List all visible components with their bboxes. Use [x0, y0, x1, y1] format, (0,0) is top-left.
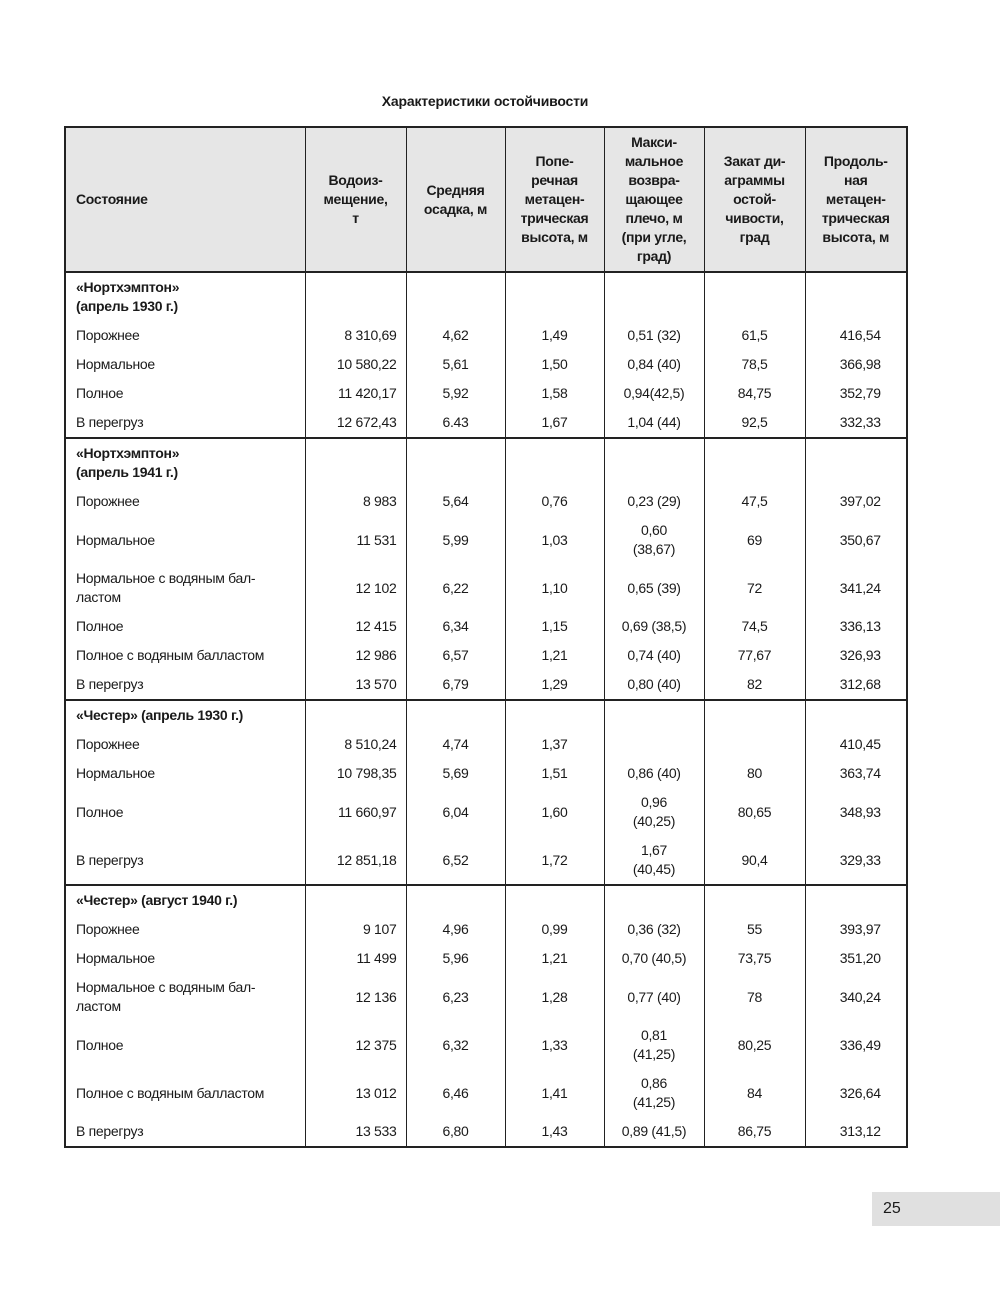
cell-transverse-gm: 1,50 — [505, 350, 604, 379]
column-header-mean-draft: Средняя осадка, м — [406, 127, 505, 272]
table-row — [65, 612, 907, 641]
group-header-row — [65, 700, 907, 730]
empty-cell — [406, 885, 505, 915]
cell-longitudinal-gm: 397,02 — [805, 487, 907, 516]
cell-vanishing-angle — [704, 730, 805, 759]
cell-max-righting-arm: 0,81 (41,25) — [604, 1021, 704, 1069]
cell-mean-draft: 4,74 — [406, 730, 505, 759]
empty-cell — [604, 700, 704, 730]
cell-longitudinal-gm: 348,93 — [805, 788, 907, 836]
table-row — [65, 321, 907, 350]
table-row — [65, 516, 907, 564]
table-row — [65, 836, 907, 885]
table-row — [65, 641, 907, 670]
cell-mean-draft: 6,34 — [406, 612, 505, 641]
cell-longitudinal-gm: 326,93 — [805, 641, 907, 670]
group-title: «Нортхэмптон» (апрель 1941 г.) — [65, 438, 305, 487]
cell-transverse-gm: 1,60 — [505, 788, 604, 836]
cell-vanishing-angle: 72 — [704, 564, 805, 612]
stability-table — [64, 126, 908, 1148]
cell-displacement: 11 531 — [305, 516, 406, 564]
cell-condition: Порожнее — [65, 487, 305, 516]
cell-mean-draft: 5,61 — [406, 350, 505, 379]
table-row — [65, 973, 907, 1021]
cell-max-righting-arm: 0,60 (38,67) — [604, 516, 704, 564]
cell-vanishing-angle: 77,67 — [704, 641, 805, 670]
empty-cell — [805, 885, 907, 915]
cell-displacement: 12 375 — [305, 1021, 406, 1069]
cell-transverse-gm: 0,99 — [505, 915, 604, 944]
cell-condition: Нормальное — [65, 944, 305, 973]
cell-vanishing-angle: 47,5 — [704, 487, 805, 516]
cell-max-righting-arm: 0,69 (38,5) — [604, 612, 704, 641]
table-row — [65, 759, 907, 788]
cell-mean-draft: 5,99 — [406, 516, 505, 564]
group-title: «Нортхэмптон» (апрель 1930 г.) — [65, 272, 305, 321]
cell-longitudinal-gm: 336,49 — [805, 1021, 907, 1069]
cell-transverse-gm: 1,37 — [505, 730, 604, 759]
cell-condition: В перегруз — [65, 408, 305, 438]
cell-max-righting-arm: 0,77 (40) — [604, 973, 704, 1021]
table-row — [65, 379, 907, 408]
group-title: «Честер» (апрель 1930 г.) — [65, 700, 305, 730]
column-header-transverse-gm: Попе- речная метацен- трическая высота, м — [505, 127, 604, 272]
empty-cell — [406, 438, 505, 487]
cell-condition: Нормальное — [65, 516, 305, 564]
table-row — [65, 487, 907, 516]
cell-transverse-gm: 1,10 — [505, 564, 604, 612]
empty-cell — [604, 438, 704, 487]
cell-displacement: 12 986 — [305, 641, 406, 670]
cell-displacement: 8 983 — [305, 487, 406, 516]
cell-condition: Полное с водяным балластом — [65, 1069, 305, 1117]
cell-max-righting-arm: 0,86 (41,25) — [604, 1069, 704, 1117]
empty-cell — [305, 700, 406, 730]
cell-condition: Порожнее — [65, 915, 305, 944]
table-row — [65, 788, 907, 836]
cell-condition: Полное — [65, 788, 305, 836]
cell-transverse-gm: 1,72 — [505, 836, 604, 885]
empty-cell — [505, 885, 604, 915]
empty-cell — [805, 438, 907, 487]
cell-longitudinal-gm: 363,74 — [805, 759, 907, 788]
column-header-condition: Состояние — [65, 127, 305, 272]
cell-transverse-gm: 1,49 — [505, 321, 604, 350]
cell-transverse-gm: 1,43 — [505, 1117, 604, 1147]
cell-mean-draft: 6,79 — [406, 670, 505, 700]
cell-longitudinal-gm: 313,12 — [805, 1117, 907, 1147]
cell-displacement: 12 672,43 — [305, 408, 406, 438]
cell-max-righting-arm: 0,70 (40,5) — [604, 944, 704, 973]
cell-condition: Полное — [65, 612, 305, 641]
cell-transverse-gm: 1,51 — [505, 759, 604, 788]
cell-displacement: 12 102 — [305, 564, 406, 612]
cell-longitudinal-gm: 366,98 — [805, 350, 907, 379]
cell-vanishing-angle: 78,5 — [704, 350, 805, 379]
cell-max-righting-arm: 0,36 (32) — [604, 915, 704, 944]
cell-transverse-gm: 1,28 — [505, 973, 604, 1021]
cell-longitudinal-gm: 326,64 — [805, 1069, 907, 1117]
cell-transverse-gm: 0,76 — [505, 487, 604, 516]
cell-condition: В перегруз — [65, 1117, 305, 1147]
table-row — [65, 408, 907, 438]
group-header-row — [65, 272, 907, 321]
group-header-row — [65, 885, 907, 915]
page-number-box — [872, 1192, 1000, 1226]
cell-max-righting-arm: 0,74 (40) — [604, 641, 704, 670]
table-row — [65, 564, 907, 612]
cell-condition: Полное — [65, 1021, 305, 1069]
cell-longitudinal-gm: 410,45 — [805, 730, 907, 759]
cell-transverse-gm: 1,29 — [505, 670, 604, 700]
cell-max-righting-arm: 0,89 (41,5) — [604, 1117, 704, 1147]
cell-displacement: 13 012 — [305, 1069, 406, 1117]
empty-cell — [805, 272, 907, 321]
cell-displacement: 11 660,97 — [305, 788, 406, 836]
table-row — [65, 730, 907, 759]
cell-mean-draft: 6,80 — [406, 1117, 505, 1147]
cell-vanishing-angle: 74,5 — [704, 612, 805, 641]
empty-cell — [704, 438, 805, 487]
column-header-displacement: Водоиз- мещение, т — [305, 127, 406, 272]
cell-vanishing-angle: 86,75 — [704, 1117, 805, 1147]
cell-vanishing-angle: 82 — [704, 670, 805, 700]
empty-cell — [305, 272, 406, 321]
cell-mean-draft: 6,57 — [406, 641, 505, 670]
cell-displacement: 12 415 — [305, 612, 406, 641]
cell-displacement: 8 510,24 — [305, 730, 406, 759]
cell-displacement: 9 107 — [305, 915, 406, 944]
cell-vanishing-angle: 69 — [704, 516, 805, 564]
empty-cell — [704, 272, 805, 321]
table-row — [65, 670, 907, 700]
column-header-vanishing-angle: Закат ди- аграммы остой- чивости, град — [704, 127, 805, 272]
empty-cell — [505, 700, 604, 730]
cell-vanishing-angle: 84,75 — [704, 379, 805, 408]
cell-condition: Порожнее — [65, 730, 305, 759]
cell-mean-draft: 5,64 — [406, 487, 505, 516]
cell-mean-draft: 5,96 — [406, 944, 505, 973]
cell-displacement: 13 570 — [305, 670, 406, 700]
table-row — [65, 1117, 907, 1147]
cell-transverse-gm: 1,21 — [505, 641, 604, 670]
table-row — [65, 915, 907, 944]
empty-cell — [604, 272, 704, 321]
table-row — [65, 1021, 907, 1069]
empty-cell — [805, 700, 907, 730]
cell-condition: Нормальное с водяным бал- ластом — [65, 973, 305, 1021]
empty-cell — [505, 438, 604, 487]
cell-displacement: 8 310,69 — [305, 321, 406, 350]
cell-transverse-gm: 1,67 — [505, 408, 604, 438]
cell-max-righting-arm: 1,67 (40,45) — [604, 836, 704, 885]
cell-longitudinal-gm: 350,67 — [805, 516, 907, 564]
cell-mean-draft: 6,04 — [406, 788, 505, 836]
cell-mean-draft: 5,92 — [406, 379, 505, 408]
cell-condition: Нормальное с водяным бал- ластом — [65, 564, 305, 612]
cell-vanishing-angle: 61,5 — [704, 321, 805, 350]
empty-cell — [305, 885, 406, 915]
cell-max-righting-arm: 0,84 (40) — [604, 350, 704, 379]
cell-condition: Полное — [65, 379, 305, 408]
cell-condition: Порожнее — [65, 321, 305, 350]
cell-mean-draft: 5,69 — [406, 759, 505, 788]
column-header-max-righting-arm: Макси- мальное возвра- щающее плечо, м (при угле, град) — [604, 127, 704, 272]
table-row — [65, 944, 907, 973]
cell-transverse-gm: 1,15 — [505, 612, 604, 641]
cell-condition: В перегруз — [65, 670, 305, 700]
cell-longitudinal-gm: 329,33 — [805, 836, 907, 885]
cell-condition: В перегруз — [65, 836, 305, 885]
group-title: «Честер» (август 1940 г.) — [65, 885, 305, 915]
empty-cell — [505, 272, 604, 321]
empty-cell — [704, 700, 805, 730]
empty-cell — [406, 700, 505, 730]
empty-cell — [305, 438, 406, 487]
table-row — [65, 1069, 907, 1117]
empty-cell — [406, 272, 505, 321]
cell-longitudinal-gm: 416,54 — [805, 321, 907, 350]
column-header-longitudinal-gm: Продоль- ная метацен- трическая высота, м — [805, 127, 907, 272]
cell-longitudinal-gm: 351,20 — [805, 944, 907, 973]
cell-mean-draft: 6,46 — [406, 1069, 505, 1117]
cell-max-righting-arm: 0,65 (39) — [604, 564, 704, 612]
cell-condition: Нормальное — [65, 759, 305, 788]
cell-mean-draft: 4,96 — [406, 915, 505, 944]
cell-max-righting-arm: 1,04 (44) — [604, 408, 704, 438]
cell-vanishing-angle: 84 — [704, 1069, 805, 1117]
cell-transverse-gm: 1,41 — [505, 1069, 604, 1117]
cell-mean-draft: 6,23 — [406, 973, 505, 1021]
cell-longitudinal-gm: 332,33 — [805, 408, 907, 438]
cell-max-righting-arm: 0,94(42,5) — [604, 379, 704, 408]
cell-vanishing-angle: 78 — [704, 973, 805, 1021]
cell-condition: Нормальное — [65, 350, 305, 379]
cell-mean-draft: 4,62 — [406, 321, 505, 350]
cell-vanishing-angle: 55 — [704, 915, 805, 944]
cell-longitudinal-gm: 340,24 — [805, 973, 907, 1021]
cell-condition: Полное с водяным балластом — [65, 641, 305, 670]
cell-max-righting-arm: 0,51 (32) — [604, 321, 704, 350]
header-row — [65, 127, 907, 272]
cell-mean-draft: 6,52 — [406, 836, 505, 885]
cell-mean-draft: 6.43 — [406, 408, 505, 438]
cell-mean-draft: 6,22 — [406, 564, 505, 612]
cell-max-righting-arm: 0,96 (40,25) — [604, 788, 704, 836]
cell-displacement: 12 851,18 — [305, 836, 406, 885]
table-row — [65, 350, 907, 379]
cell-vanishing-angle: 80 — [704, 759, 805, 788]
cell-vanishing-angle: 92,5 — [704, 408, 805, 438]
cell-displacement: 11 420,17 — [305, 379, 406, 408]
cell-longitudinal-gm: 393,97 — [805, 915, 907, 944]
cell-transverse-gm: 1,03 — [505, 516, 604, 564]
cell-max-righting-arm: 0,23 (29) — [604, 487, 704, 516]
cell-transverse-gm: 1,58 — [505, 379, 604, 408]
empty-cell — [604, 885, 704, 915]
empty-cell — [704, 885, 805, 915]
page-number: 25 — [883, 1200, 901, 1217]
cell-displacement: 10 580,22 — [305, 350, 406, 379]
cell-vanishing-angle: 90,4 — [704, 836, 805, 885]
cell-vanishing-angle: 80,25 — [704, 1021, 805, 1069]
cell-displacement: 10 798,35 — [305, 759, 406, 788]
cell-longitudinal-gm: 336,13 — [805, 612, 907, 641]
group-header-row — [65, 438, 907, 487]
cell-max-righting-arm: 0,80 (40) — [604, 670, 704, 700]
table-title: Характеристики остойчивости — [381, 93, 589, 109]
cell-displacement: 12 136 — [305, 973, 406, 1021]
cell-vanishing-angle: 73,75 — [704, 944, 805, 973]
cell-transverse-gm: 1,21 — [505, 944, 604, 973]
cell-longitudinal-gm: 341,24 — [805, 564, 907, 612]
cell-longitudinal-gm: 312,68 — [805, 670, 907, 700]
cell-longitudinal-gm: 352,79 — [805, 379, 907, 408]
cell-vanishing-angle: 80,65 — [704, 788, 805, 836]
cell-transverse-gm: 1,33 — [505, 1021, 604, 1069]
cell-displacement: 13 533 — [305, 1117, 406, 1147]
cell-displacement: 11 499 — [305, 944, 406, 973]
cell-max-righting-arm: 0,86 (40) — [604, 759, 704, 788]
cell-mean-draft: 6,32 — [406, 1021, 505, 1069]
cell-max-righting-arm — [604, 730, 704, 759]
